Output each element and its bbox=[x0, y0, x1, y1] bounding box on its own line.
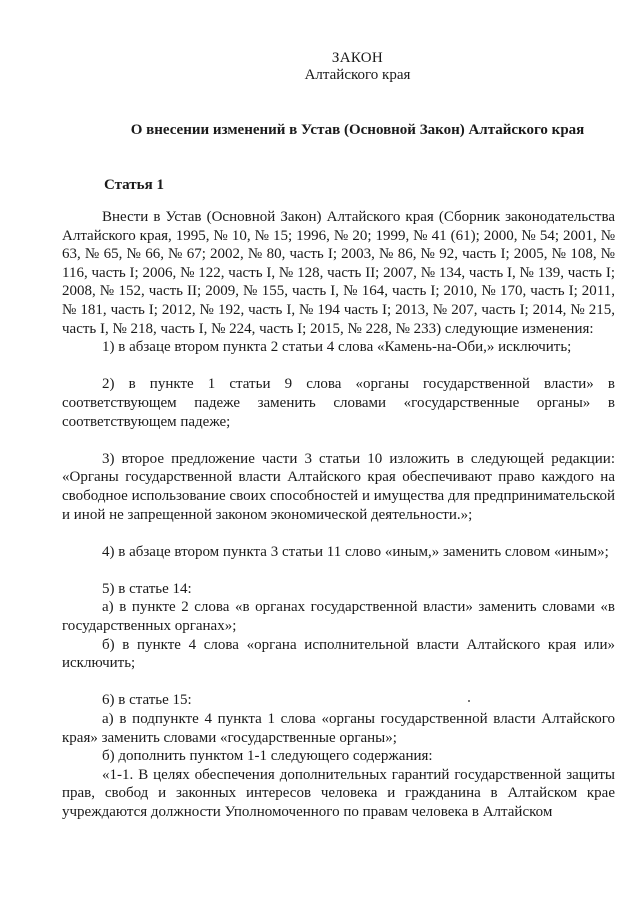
paragraph-item-5: 5) в статье 14: bbox=[102, 580, 192, 597]
law-region: Алтайского края bbox=[304, 67, 411, 83]
law-heading: ЗАКОН bbox=[331, 50, 384, 66]
paragraph-item-1: 1) в абзаце втором пункта 2 статьи 4 слова «Камень-на-Оби,» исключить; bbox=[102, 339, 572, 356]
article-heading: Статья 1 bbox=[104, 177, 164, 193]
paragraph-item-6: 6) в статье 15: bbox=[102, 692, 192, 709]
paragraph-item-4: 4) в абзаце втором пункта 3 статьи 11 слово «иным,» заменить словом «иным»; bbox=[102, 543, 609, 560]
paragraph-item-6a: а) в подпункте 4 пункта 1 слова «органы государственной власти Алтайского края» заменить словами «государственные органы»; bbox=[62, 711, 615, 746]
paragraph-item-5b: б) в пункте 4 слова «органа исполнительной власти Алтайского края или» исключить; bbox=[62, 636, 615, 672]
paragraph-item-3: 3) второе предложение части 3 статьи 10 изложить в следующей редакции: «Органы государственной власти Алтайского края обеспечивают право каждого на свободное использование своих способностей и имущества для предпринимательской и иной не запрещенной законом экономической деятельности.»; bbox=[62, 450, 615, 523]
document-body bbox=[62, 208, 615, 822]
paragraph-intro: Внести в Устав (Основной Закон) Алтайского края (Сборник законодательства Алтайского края, 1995, № 10, № 15; 1996, № 20; 1999, № 41 (61); 2000, № 54; 2001, № 63, № 65, № 66, № 67; 2002, № 80, часть I; 2003, № 86, № 92, часть I; 2005, № 108, № 116, часть I; 2006, № 122, часть I, № 128, часть II; 2007, № 134, часть I, № 139, часть I; 2008, № 152, часть II; 2009, № 155, часть I, № 164, часть I; 2010, № 170, часть I; 2011, № 181, часть I; 2012, № 192, часть I, № 194 часть I; 2013, № 207, часть I; 2014, № 215, часть I, № 218, часть I, № 224, часть I; 2015, № 228, № 233) следующие изменения: bbox=[62, 209, 615, 337]
paragraph-item-5a: а) в пункте 2 слова «в органах государственной власти» заменить словами «в государственных органах»; bbox=[62, 599, 615, 635]
scan-speck bbox=[468, 700, 470, 702]
paragraph-item-6b: б) дополнить пунктом 1-1 следующего содержания: bbox=[102, 748, 433, 765]
paragraph-item-6b-text: «1-1. В целях обеспечения дополнительных гарантий государственной защиты прав, свобод и законных интересов человека и гражданина в Алтайском крае учреждаются должности Уполномоченного по правам человека в Алтайском bbox=[62, 766, 615, 820]
paragraph-item-2: 2) в пункте 1 статьи 9 слова «органы государственной власти» в соответствующем падеже заменить словами «государственные органы» в соответствующем падеже; bbox=[62, 376, 615, 430]
document-title: О внесении изменений в Устав (Основной Закон) Алтайского края bbox=[130, 122, 585, 138]
